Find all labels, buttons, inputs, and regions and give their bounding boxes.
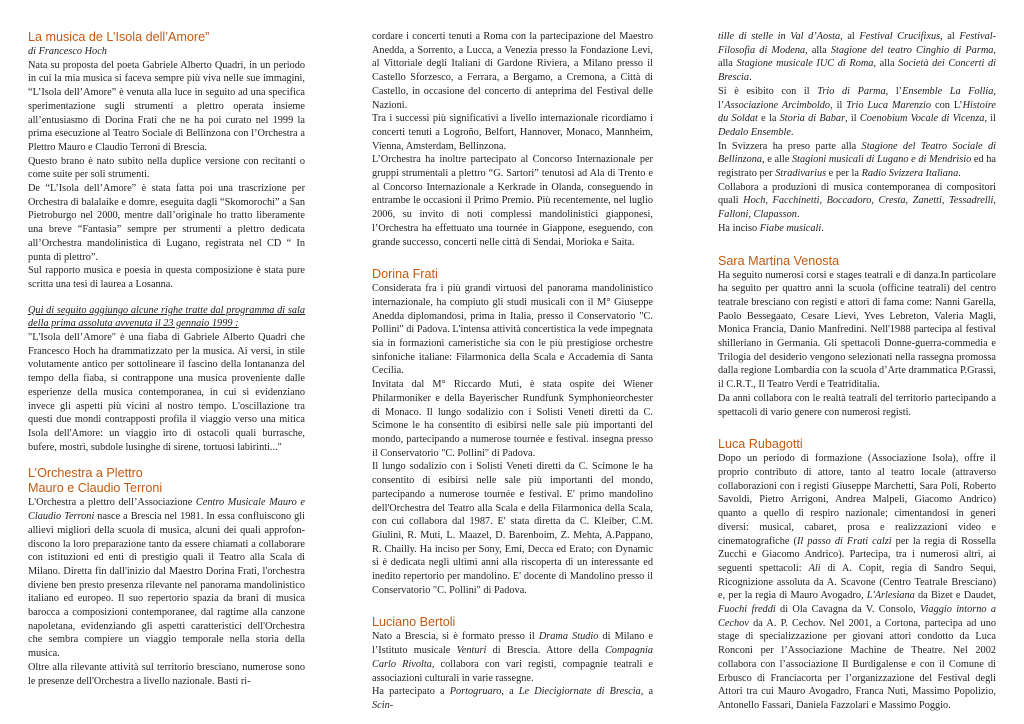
paragraph: Tra i successi più significativi a livello internazionale ricordiamo i concerti tenuti a Logroño, Belfort, Hannover, Monaco, Mannheim, Vienna, Amsterdam, Bellinzona. [372,113,653,152]
program-note: Qui di seguito aggiungo alcune righe tratte dal programma di sala della prima assoluta avvenuta il 23 gennaio 1999 : [28,304,305,330]
paragraph: In Svizzera ha preso parte alla Stagione del Teatro Sociale di Bellinzona, e alle Stagioni musicali di Lugano e di Mendrisio ed ha registrato per Stradivarius e per la Radio Svizzera Italiana. [718,140,996,180]
section-title-dorina-frati: Dorina Frati [372,267,438,282]
column-2 [372,30,653,713]
paragraph: Nata su proposta del poeta Gabriele Alberto Quadri, in un periodo in cui la mia musica si faceva sempre più viva nelle sue immagini, “L’Isola dell’Amore” è venuta alla luce in seguito ad una specifica sperimentazione sugli strumenti a plettro operata insieme all’entusiasmo di Dorina Frati che ne ha poi curato nel 1999 la prima esecuzione al Teatro Sociale di Bellinzona con l’Orchestra a Plettro Mauro e Claudio Terroni di Brescia. [28,59,305,153]
paragraph: Ha partecipato a Portogruaro, a Le Diecigiornate di Brescia, a Scin- [372,686,654,711]
paragraph: "L'Isola dell’Amore" è una fiaba di Gabriele Alberto Quadri che Francesco Hoch ha drammatizzato per la musica. Ai versi, in stile volutamente antico per sottolineare il fascino della lontananza del tempo della fiaba, si contrappone una musica proveniente dalle esperienze della musica contemporanea, in cui si evidenziano invece gli aspetti più vicini al nostro tempo. L'oscillazione tra questi due mondi contrapposti profila il viaggio verso una mitica Isola dell'Amore: un viaggio irto di ostacoli quali burrasche, bufere, mostri, subdole lusinghe di sirene, tortuosi labirinti..." [28,332,305,453]
paragraph: L’Orchestra ha inoltre partecipato al Concorso Internazionale per gruppi strumentali a plettro “G. Sartori” tenutosi ad Ala di Trento e al Concorso Internazionale a Kerkrade in Olanda, conseguendo in entrambe le occasioni il Primo Premio. Più recentemente, nel luglio 2006, su invito di noti complessi mandolinistici giapponesi, l’Orchestra ha effettuato una tournée in Giappone, eseguendo, con grande successo, concerti nelle città di Sendai, Morioka e Saita. [372,154,653,248]
column-1 [28,30,305,688]
paragraph: Dopo un periodo di formazione (Associazione Isola), offre il proprio contributo di attore, tanto al teatro locale (attraverso collaborazioni con i registi Giuseppe Marchetti, Sara Poli, Roberto Savoldi, Pietro Arrigoni, Andrea Malpeli, Giacomo Andrico) quanto a quello di respiro nazionale; cimentandosi in generi diversi: musical, cabaret, prosa e realizzazioni video e cinematografiche (Il passo di Frati calzi per la regia di Rossella Zucchi e Giacomo Andrico). Partecipa, tra i numerosi altri, ai seguenti spettacoli: Alì di A. Copit, regia di Sandro Sequi, Ricognizione assoluta da A. Scavone (Centro Teatrale Bresciano) e, per la regia di Mauro Avogadro, L'Arlesiana da Bizet e Daudet, Fuochi freddi di Ola Cavagna da V. Consolo, Viaggio intorno a Cechov da A. P. Cechov. Nel 2001, a Cortona, partecipa ad uno stage di specializzazione per giovani attori condotto da Luca Ronconi per l’Associazione Machine de Theatre. Nel 2002 collabora con l’associazione Il Burdigalense e con il Comune di Erbusco di Franciacorta per l’organizzazione del Festival degli Attori tra cui Mauro Avogadro, Franca Nuti, Massimo Popolizio, Antonello Fassari, Daniela Fazzolari e Massimo Poggio. [718,453,997,711]
paragraph: Oltre alla rilevante attività sul territorio bresciano, numerose sono le presenze dell'Orchestra a livello nazionale. Basti ri- [28,661,305,687]
paragraph: cordare i concerti tenuti a Roma con la partecipazione del Maestro Anedda, a Sorrento, a Lucca, a Venezia presso la Fondazione Levi, al Vittoriale degli Italiani di Gardone Riviera, a Milano presso il Castello Sforzesco, a Ferrara, a Bergamo, a Cremona, a Città di Castello, in occasione del concerto di anteprima del Festival delle Nazioni. [372,31,653,111]
paragraph: L'Orchestra a plettro dell’Associazione Centro Musicale Mauro e Claudio Terroni nasce a Brescia nel 1981. In essa confluiscono gli allievi migliori della scuola di musica, alcuni dei quali approfon-discono la loro preparazione tanto da essere chiamati a collaborare con istituzioni ed enti di prestigio quali il Teatro alla Scala di Milano. Diretta fin dall'inizio dal Maestro Dorina Frati, l'orchestra diviene ben presto presenza rilevante nel panorama mandolinistico italiano ed europeo. Il suo repertorio spazia da brani di musica barocca a composizioni contemporanee, dal ragtime alla canzone napoletana, evidenziando gli aspetti caratteristici dell'Orchestra che sembra compiere un viaggio temporale nella storia della musica. [28,497,306,660]
section-title-musica: La musica de L’Isola dell’Amore” [28,30,210,44]
section-title-line: Mauro e Claudio Terroni [28,481,163,496]
paragraph: Ha seguito numerosi corsi e stages teatrali e di danza.In particolare ha seguito per quattro anni la scuola (officine teatrali) del centro teatrale bresciano con registi e attori di fama come: Nanni Garella, Paolo Bessegaato, Cesare Lievi, Yves Lebreton, Valeria Magli, Monica Francia, Danio Manfredini. Nell'1988 partecipa al festival shilleriano in Germania. Gli spettacoli Donne-guerra-commedia e Trilogia del desiderio vengono selezionati nella rassegna promossa dalla regione Lombardia con la scuola d’Arte drammatica P.Grassi, il C.R.T., Il Teatro Verdi e Teatriditalia. [718,269,996,391]
paragraph: De “L’Isola dell’Amore” è stata fatta poi una trascrizione per Orchestra di balalaike e domre, eseguita dagli “Skomorochi” a San Pietroburgo nel 2000, mentre dall’originale ho tratto liberamente una breve “Fantasia” sempre per strumenti a plettro dedicata all’Orchestra mandolinistica di Lugano, registrata nel CD “ In punta di plettro”. [28,183,305,263]
paragraph: Considerata fra i più grandi virtuosi del panorama mandolinistico internazionale, ha compiuto gli studi musicali con il M° Giuseppe Anedda diplomandosi, prima in Italia, presso il Conservatorio "C. Pollini" di Padova. L'intensa attività concertistica la vede impegnata sia in formazioni cameristiche sia con le più prestigiose orchestre sinfoniche italiane: Filarmonica della Scala e Accademia di Santa Cecilia. [372,283,653,377]
paragraph: Sul rapporto musica e poesia in questa composizione è stata pure scritta una tesi di laurea a Losanna. [28,265,305,290]
section-title-luciano-bertoli: Luciano Bertoli [372,615,456,630]
paragraph: Il lungo sodalizio con i Solisti Veneti diretti da C. Scimone le ha consentito di esibirsi nelle sale più importanti del mondo, partecipando a numerose tournée e festival. E' primo mandolino dell'Orchestra del Teatro alla Scala e della Filarmonica della Scala, con cui collabora dal 1987. E' stata diretta da C. Kleiber, C.M. Giulini, R. Muti, L. Maazel, D. Barenboim, Z. Mehta, A.Pappano, R. Chailly. Ha inciso per Sony, Emi, Decca ed Erato; con Dynamic si è dedicata negli ultimi anni alla riscoperta di un interessante ed inedito repertorio per mandolino. E' docente di Mandolino presso il Conservatorio "C. Pollini" di Padova. [372,461,653,596]
section-title-orchestra [28,466,305,496]
paragraph: Invitata dal M° Riccardo Muti, è stata ospite dei Wiener Philarmoniker e della Bayerischer Rundfunk Symphonieorchester di Monaco. Il lungo sodalizio con i Solisti Veneti diretti da C. Scimone le ha consentito di esibirsi nelle sale più importanti del mondo, partecipando a numerose tournée e festival. insegna presso il Conservatorio "C. Pollini" di Padova. [372,379,653,459]
paragraph: Da anni collabora con le realtà teatrali del territorio partecipando a spettacoli di vario genere con numerosi registi. [718,392,996,418]
section-title-line: L’Orchestra a Plettro [28,466,143,481]
paragraph: Si è esibito con il Trio di Parma, l’Ensemble La Follia, l’Associazione Arcimboldo, il Trio Luca Marenzio con L’Histoire du Soldat e la Storia di Babar, il Coenobium Vocale di Vicenza, il Dedalo Ensemble. [718,85,996,138]
paragraph: Nato a Brescia, si è formato presso il Drama Studio di Milano e l’Istituto musicale Venturi di Brescia. Attore della Compagnia Carlo Rivolta, collabora con vari registi, compagnie teatrali e associazioni culturali in varie rassegne. [372,631,653,684]
paragraph: Ha inciso Fiabe musicali. [718,222,824,234]
byline: di Francesco Hoch [28,46,107,57]
paragraph: tille di stelle in Val d’Aosta, al Festival Crucifixus, al Festival-Filosofia di Modena, alla Stagione del teatro Cinghio di Parma, alla Stagione musicale IUC di Roma, alla Società dei Concerti di Brescia. [718,31,997,84]
column-3 [718,30,996,713]
paragraph: Collabora a produzioni di musica contemporanea di compositori quali Hoch, Facchinetti, Boccadoro, Cresta, Zanetti, Tessadrelli, Falloni, Clapasson. [718,181,996,221]
paragraph: Questo brano è nato subito nella duplice versione con recitanti o come suite per soli strumenti. [28,155,305,181]
section-title-sara-martina-venosta: Sara Martina Venosta [718,253,840,268]
section-title-luca-rubagotti: Luca Rubagotti [718,437,803,452]
